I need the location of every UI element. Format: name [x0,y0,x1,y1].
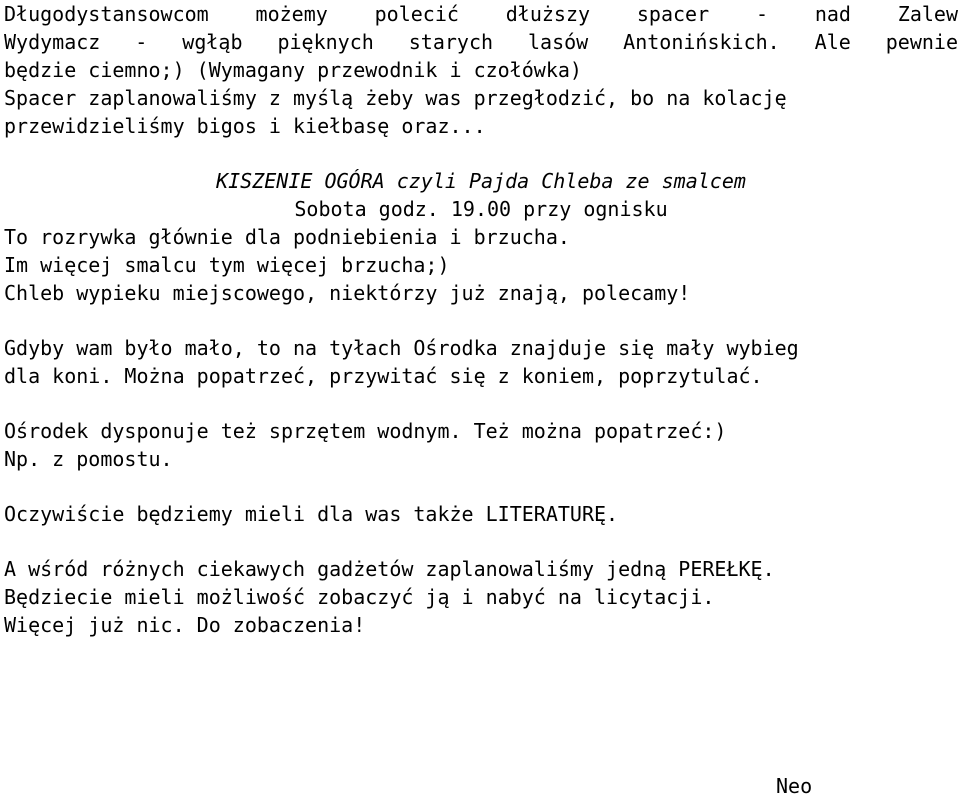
text-line: Oczywiście będziemy mieli dla was także LITERATURĘ. [4,502,619,526]
text-line: Wydymacz - wgłąb pięknych starych lasów Antonińskich. Ale pewnie [4,30,958,54]
paragraph-spacer [4,528,958,555]
paragraph-spacer [4,307,958,334]
text-line: Gdyby wam było mało, to na tyłach Ośrodka znajduje się mały wybieg [4,336,799,360]
text-line: przewidzieliśmy bigos i kiełbasę oraz... [4,114,486,138]
paragraph-spacer [4,473,958,500]
text-line: A wśród różnych ciekawych gadżetów zaplanowaliśmy jedną PEREŁKĘ. [4,557,775,581]
text-line: Ośrodek dysponuje też sprzętem wodnym. Też można popatrzeć:) [4,419,727,443]
text-line: Np. z pomostu. [4,447,173,471]
paragraph-literature [4,500,958,528]
paragraph-horses [4,334,958,390]
paragraph-spacer [4,140,958,167]
text-line: dla koni. Można popatrzeć, przywitać się z koniem, poprzytulać. [4,364,763,388]
text-line: będzie ciemno;) (Wymagany przewodnik i czołówka) [4,58,582,82]
text-line: Spacer zaplanowaliśmy z myślą żeby was przegłodzić, bo na kolację [4,86,787,110]
paragraph-spacer [4,390,958,417]
text-line: To rozrywka głównie dla podniebienia i brzucha. [4,225,570,249]
text-line: Chleb wypieku miejscowego, niektórzy już znają, polecamy! [4,281,691,305]
event-time: Sobota godz. 19.00 przy ognisku [294,197,668,221]
event-header [4,167,958,223]
text-line: Długodystansowcom możemy polecić dłuższy spacer - nad Zalew [4,2,958,26]
text-line: Im więcej smalcu tym więcej brzucha;) [4,253,450,277]
signature: Neo [776,774,813,798]
paragraph-water [4,417,958,473]
document-body [4,0,958,639]
text-line: Będziecie mieli możliwość zobaczyć ją i nabyć na licytacji. [4,585,715,609]
paragraph-food [4,223,958,307]
event-title: KISZENIE OGÓRA czyli Pajda Chleba ze smalcem [216,169,746,193]
text-line: Więcej już nic. Do zobaczenia! [4,613,366,637]
paragraph-walk [4,0,958,140]
paragraph-auction [4,555,958,639]
